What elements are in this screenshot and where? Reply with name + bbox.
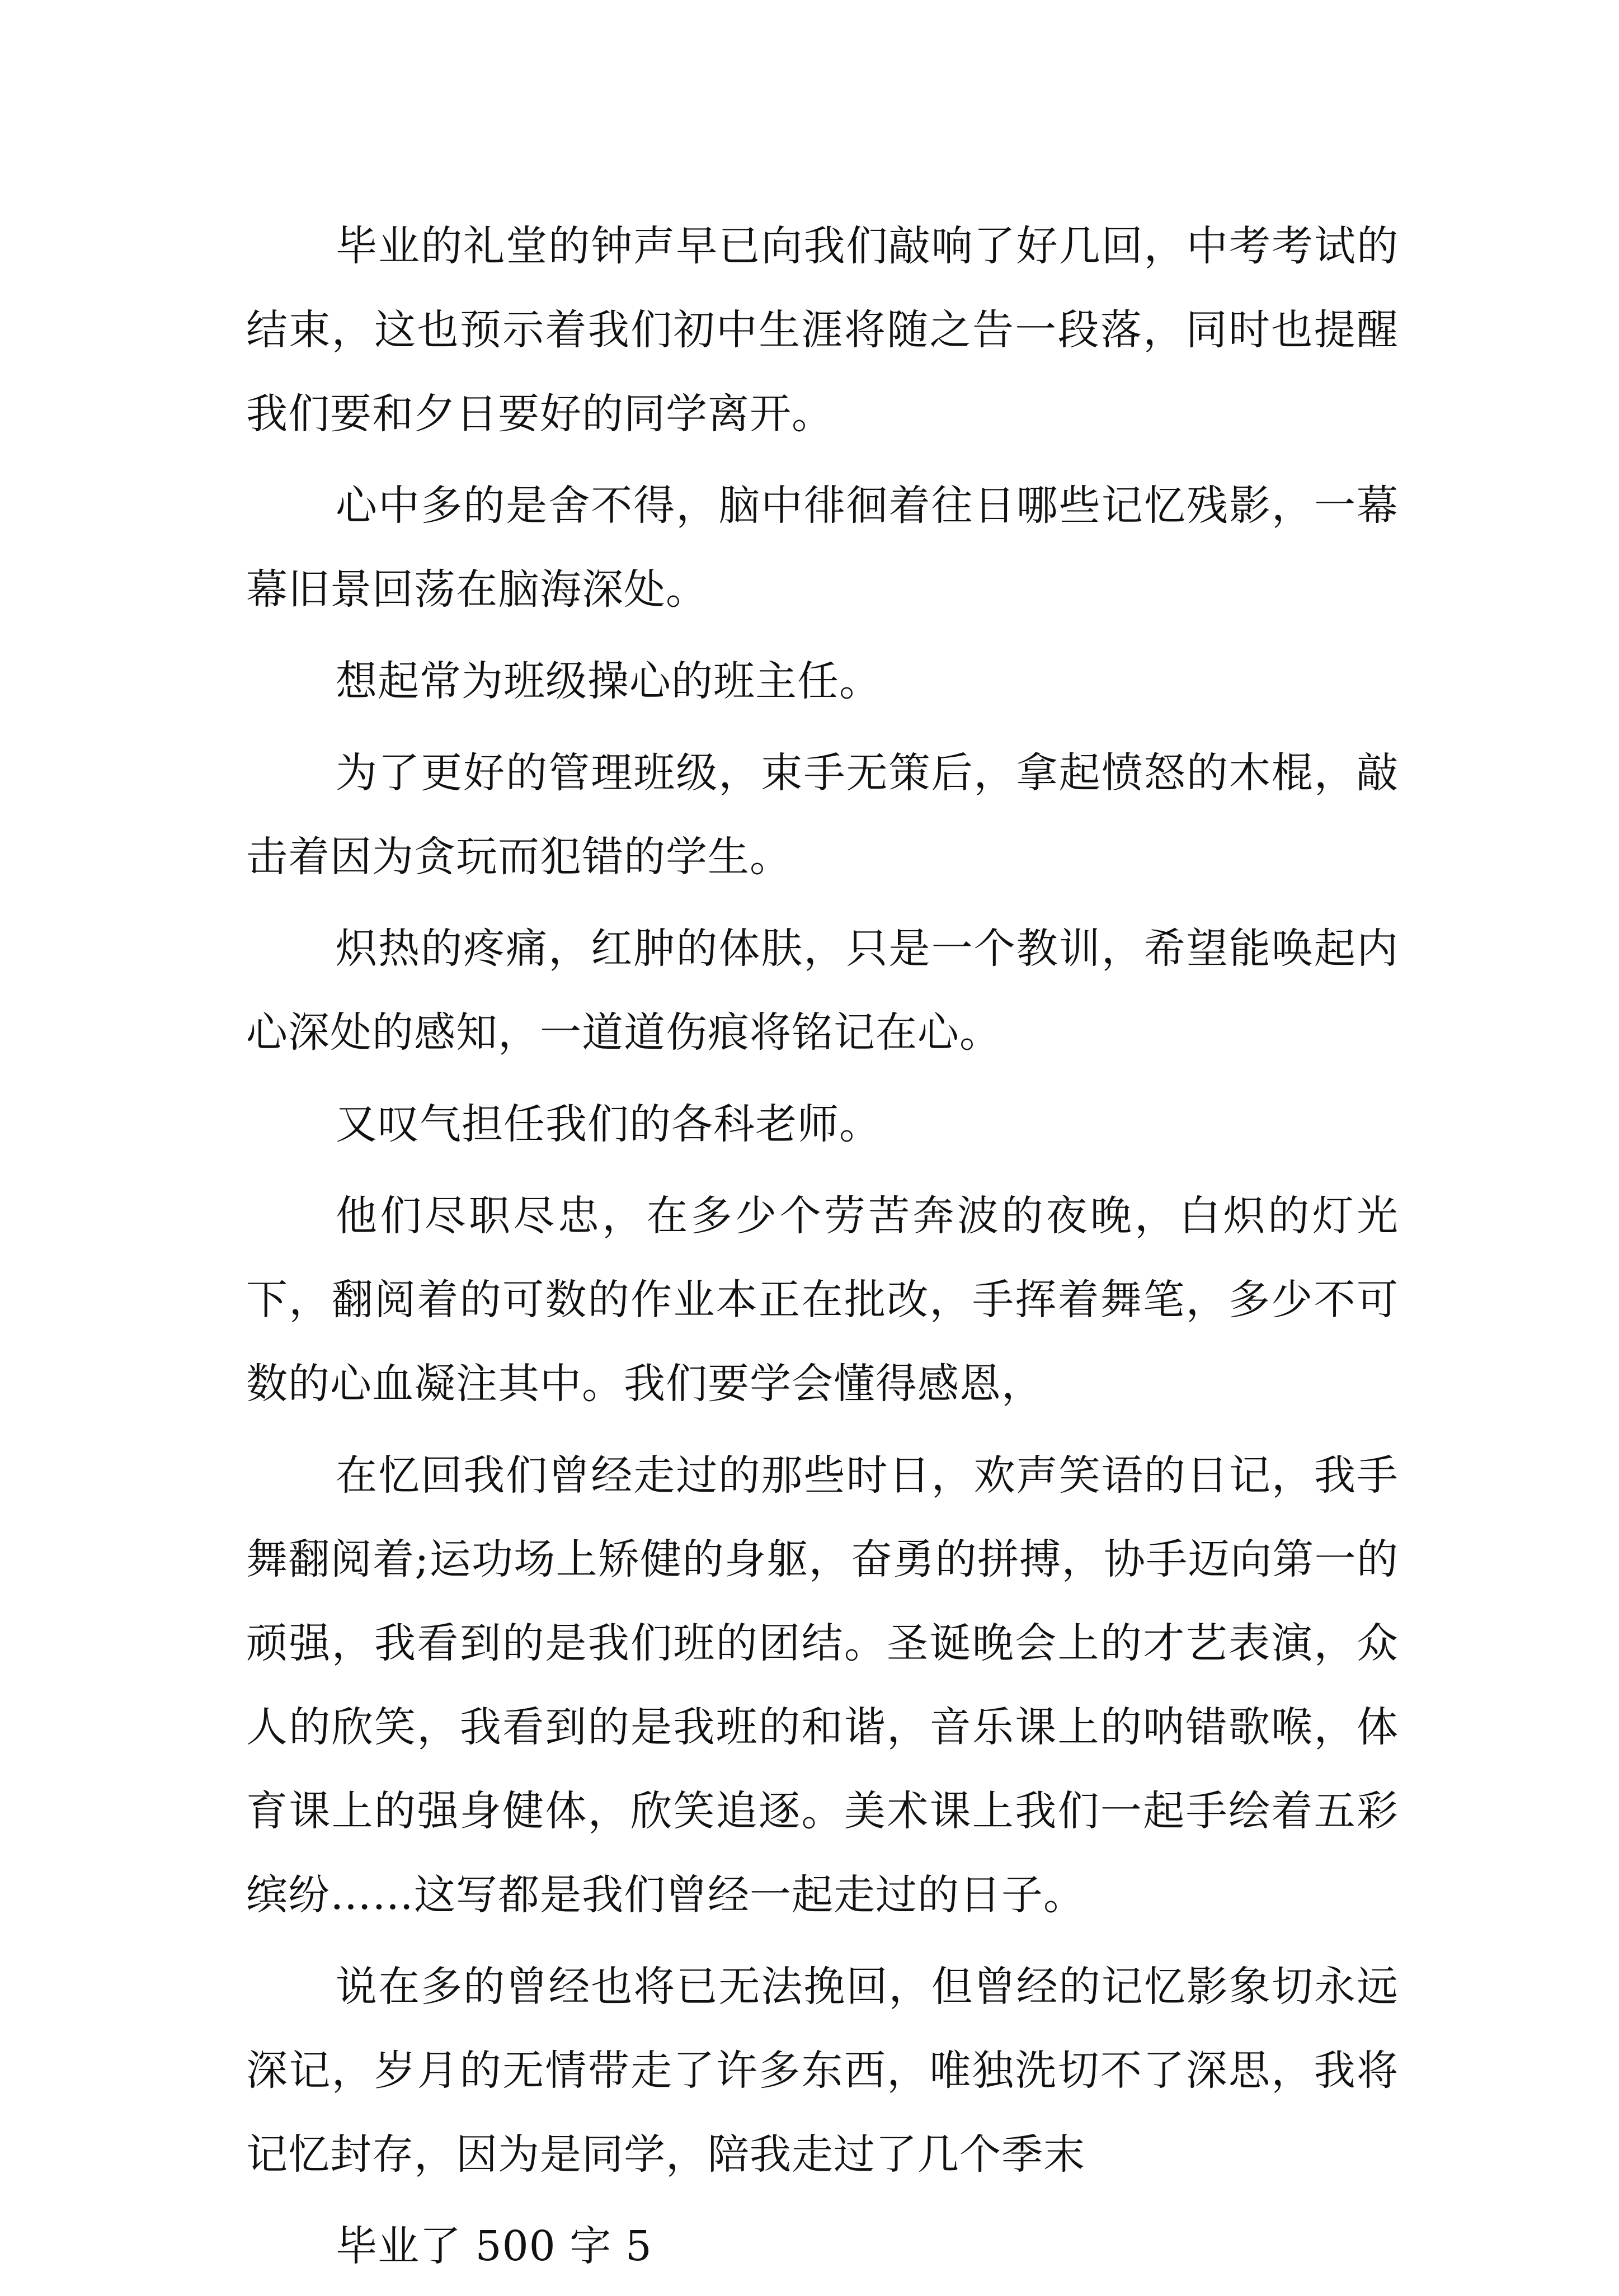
paragraph: 在忆回我们曾经走过的那些时日，欢声笑语的日记，我手舞翻阅着;运功场上矫健的身躯，奋勇的拼搏，协手迈向第一的顽强，我看到的是我们班的团结。圣诞晚会上的才艺表演，众人的欣笑，我看到的是我班的和谐，音乐课上的呐错歌喉，体育课上的强身健体，欣笑追逐。美术课上我们一起手绘着五彩缤纷……这写都是我们曾经一起走过的日子。 — [246, 1451, 1399, 1919]
section-heading: 毕业了 500 字 5 — [336, 2222, 652, 2270]
paragraph: 毕业的礼堂的钟声早已向我们敲响了好几回，中考考试的结束，这也预示着我们初中生涯将随之告一段落，同时也提醒我们要和夕日要好的同学离开。 — [246, 222, 1399, 438]
paragraph: 心中多的是舍不得，脑中徘徊着往日哪些记忆残影，一幕幕旧景回荡在脑海深处。 — [246, 482, 1399, 614]
paragraph: 他们尽职尽忠，在多少个劳苦奔波的夜晚，白炽的灯光下，翻阅着的可数的作业本正在批改，手挥着舞笔，多少不可数的心血凝注其中。我们要学会懂得感恩， — [246, 1192, 1399, 1408]
paragraph: 又叹气担任我们的各科老师。 — [336, 1100, 881, 1148]
paragraph: 为了更好的管理班级，束手无策后，拿起愤怒的木棍，敲击着因为贪玩而犯错的学生。 — [246, 749, 1399, 881]
paragraph: 想起常为班级操心的班主任。 — [336, 657, 881, 705]
paragraph: 说在多的曾经也将已无法挽回，但曾经的记忆影象切永远深记，岁月的无情带走了许多东西，唯独洗切不了深思，我将记忆封存，因为是同学，陪我走过了几个季末 — [246, 1963, 1399, 2179]
document-body — [246, 204, 1399, 2296]
paragraph: 炽热的疼痛，红肿的体肤，只是一个教训，希望能唤起内心深处的感知，一道道伤痕将铭记在心。 — [246, 925, 1399, 1057]
